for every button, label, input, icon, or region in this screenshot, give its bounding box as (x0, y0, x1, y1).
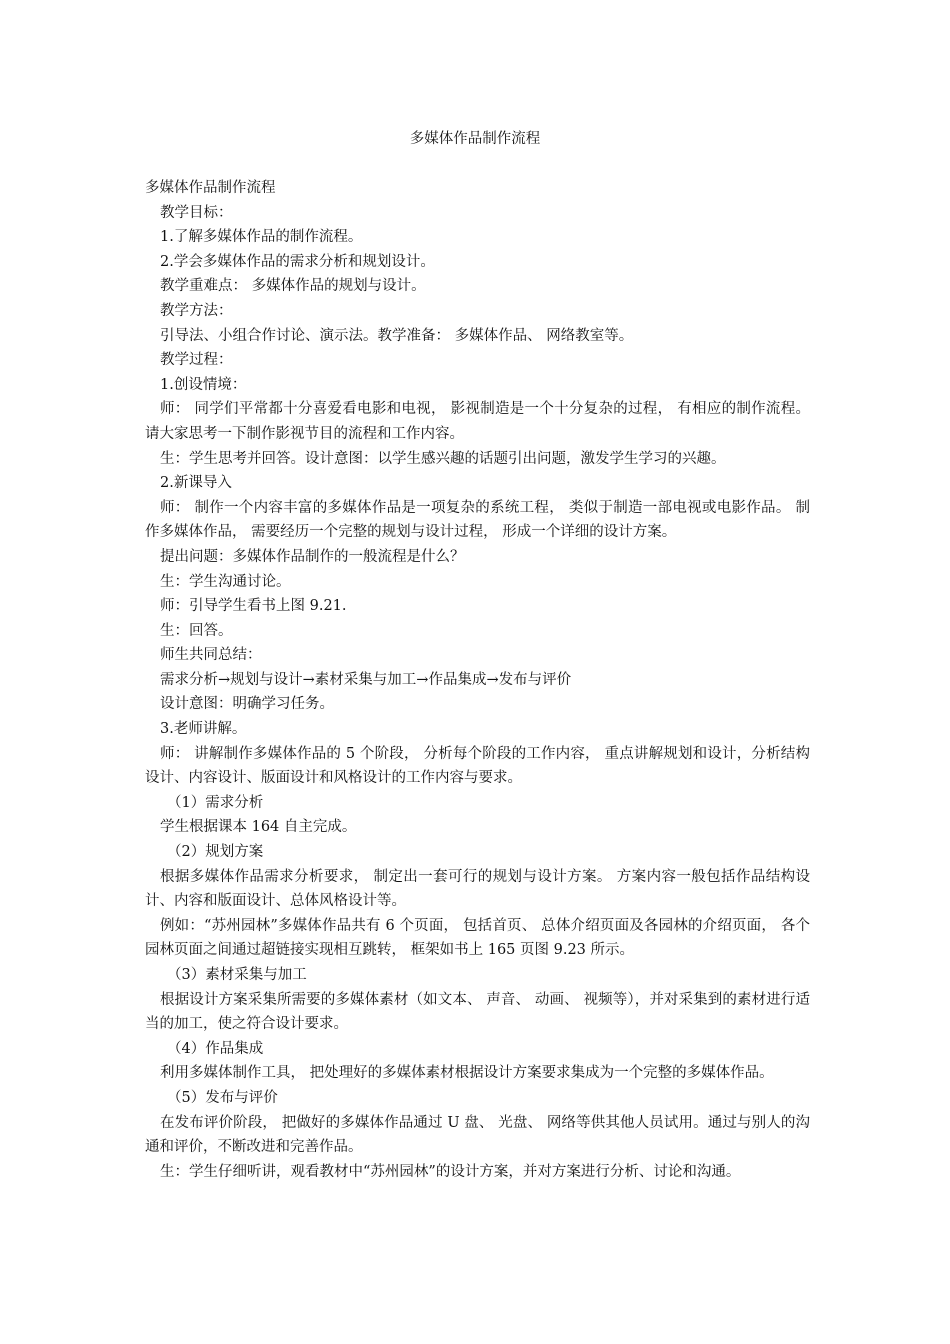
paragraph: 例如：“苏州园林”多媒体作品共有 6 个页面， 包括首页、 总体介绍页面及各园林的介绍页面， 各个园林页面之间通过超链接实现相互跳转， 框架如书上 165 页图 9.23 所示。 (145, 917, 810, 959)
paragraph: 学生根据课本 164 自主完成。 (160, 819, 357, 836)
document-body (145, 176, 810, 1184)
page-title: 多媒体作品制作流程 (409, 131, 541, 147)
paragraph: 教学目标： (160, 204, 233, 221)
paragraph: 生：回答。 (160, 622, 233, 639)
paragraph: 教学方法： (160, 302, 233, 319)
paragraph: 1.创设情境： (160, 376, 247, 393)
paragraph: 师生共同总结： (160, 647, 262, 664)
paragraph: 根据设计方案采集所需要的多媒体素材（如文本、 声音、 动画、 视频等），并对采集到的素材进行适当的加工，使之符合设计要求。 (145, 991, 810, 1033)
paragraph: 师：引导学生看书上图 9.21. (160, 598, 347, 615)
paragraph: 师： 同学们平常都十分喜爱看电影和电视， 影视制造是一个十分复杂的过程， 有相应的制作流程。请大家思考一下制作影视节目的流程和工作内容。 (145, 401, 810, 442)
paragraph: 设计意图：明确学习任务。 (160, 696, 334, 713)
paragraph: 引导法、小组合作讨论、演示法。教学准备： 多媒体作品、 网络教室等。 (160, 327, 634, 344)
paragraph: （2）规划方案 (167, 844, 264, 861)
paragraph: 根据多媒体作品需求分析要求， 制定出一套可行的规划与设计方案。 方案内容一般包括作品结构设计、内容和版面设计、总体风格设计等。 (145, 868, 810, 910)
paragraph: 生：学生仔细听讲，观看教材中“苏州园林”的设计方案，并对方案进行分析、讨论和沟通。 (160, 1163, 741, 1180)
paragraph: （4）作品集成 (167, 1040, 264, 1057)
paragraph: 提出问题：多媒体作品制作的一般流程是什么？ (160, 548, 465, 565)
paragraph: 1.了解多媒体作品的制作流程。 (160, 229, 363, 246)
paragraph: 2.新课导入 (160, 475, 232, 492)
paragraph: （1）需求分析 (167, 794, 264, 811)
paragraph: 2.学会多媒体作品的需求分析和规划设计。 (160, 253, 435, 270)
paragraph: 在发布评价阶段， 把做好的多媒体作品通过 U 盘、 光盘、 网络等供其他人员试用。通过与别人的沟通和评价，不断改进和完善作品。 (145, 1114, 810, 1156)
paragraph: 生：学生思考并回答。设计意图：以学生感兴趣的话题引出问题，激发学生学习的兴趣。 (160, 450, 726, 467)
paragraph: 教学重难点： 多媒体作品的规划与设计。 (160, 278, 426, 295)
paragraph: 3.老师讲解。 (160, 721, 247, 738)
paragraph: 需求分析→规划与设计→素材采集与加工→作品集成→发布与评价 (160, 671, 572, 688)
paragraph: 师： 制作一个内容丰富的多媒体作品是一项复杂的系统工程， 类似于制造一部电视或电影作品。 制作多媒体作品， 需要经历一个完整的规划与设计过程， 形成一个详细的设计方案。 (145, 499, 810, 541)
paragraph: 师： 讲解制作多媒体作品的 5 个阶段， 分析每个阶段的工作内容， 重点讲解规划和设计，分析结构设计、内容设计、版面设计和风格设计的工作内容与要求。 (145, 745, 810, 787)
paragraph: 利用多媒体制作工具， 把处理好的多媒体素材根据设计方案要求集成为一个完整的多媒体作品。 (160, 1065, 774, 1082)
paragraph: （5）发布与评价 (167, 1089, 278, 1106)
paragraph: 生：学生沟通讨论。 (160, 573, 291, 590)
paragraph: 多媒体作品制作流程 (145, 180, 276, 196)
paragraph: 教学过程： (160, 352, 233, 369)
paragraph: （3）素材采集与加工 (167, 967, 307, 983)
